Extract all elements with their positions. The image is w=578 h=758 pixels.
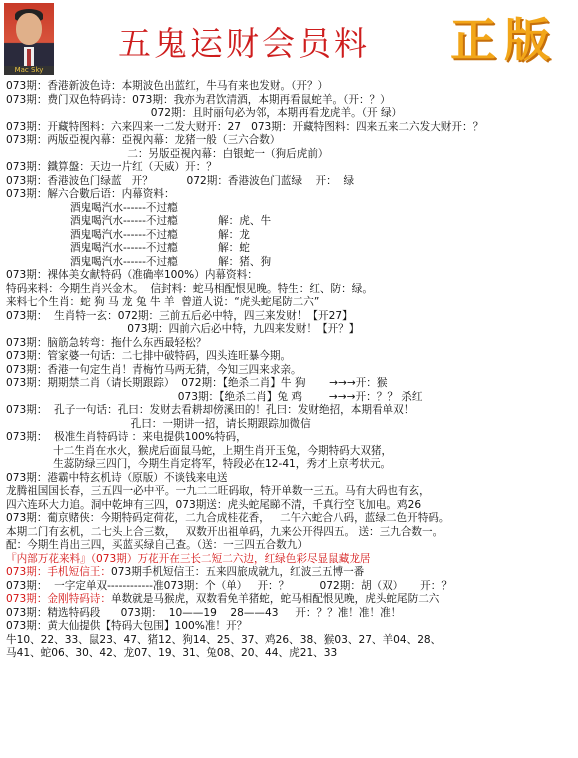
text-line: 073期：费门双色特码诗：073期：我亦为君饮清酒，本期再看鼠蛇羊。（开：？） [6,93,391,106]
text-line: 本期二门有玄机，二七头上合三数， 双数开出祖单码，九来公开得四五。 送：三九合数一。 [6,525,444,538]
text-line: 073期：裸体美女献特码（准确率100%）内幕资料： [6,269,258,281]
text-line: 073期：解六合數后语：内幕资料： [6,188,175,200]
text-line: 073期： 生肖特一玄：072期：三前五后必中特，四三来发财！【开27】 [6,309,353,322]
text-line: 来料七个生肖：蛇 狗 马 龙 兔 牛 羊 曾道人说：“虎头蛇尾防二六” [6,296,320,308]
line-text: 073期手机短信王：五来四旅成就九，红波三五博一番 [110,566,365,578]
text-line: 073期： 极准生肖特码诗 ：来电提供100%特码， [6,431,247,443]
text-line: 牛10、22、33、鼠23、47、猪12、狗14、25、37、鸡26、38、猴03、27、羊04、28、 [6,633,442,646]
text-line: 四六连环大力追。洞中乾坤有三四，073期送：虎头蛇尾睇不清，千真行空飞加电。鸡26 [6,498,422,511]
text-line: 酒鬼喝汽水------不过瘾 [6,201,178,214]
text-line: 酒鬼喝汽水------不过瘾 解：虎、牛 [6,215,272,227]
content-body [6,80,576,661]
text-line: 特码来料：今期生肖兴金木。 信封料：蛇马相配恨见晚。特生：红、防：绿。 [6,282,373,295]
text-line: 073期：黄大仙提供【特码大包围】100%准！开？ [6,620,248,632]
text-line: 龙腾祖国国长春，三五四一必中平。一九二二旺码取，特开单数一三五。马有大码也有玄， [6,485,430,497]
text-line: 073期：期期禁二肖（请长期跟踪） 072期：【绝杀二肖】牛 狗 →→→开：猴 [6,377,388,389]
text-line: 酒鬼喝汽水------不过瘾 解：龙 [6,228,250,241]
text-line: 073期：香港新波色诗：本期波色出蓝红，牛马有来也发财。（开？） [6,80,329,92]
text-line [6,593,576,607]
text-line: 十二生肖在水火，猴虎后面鼠马蛇，上期生肖开玉兔，今期特码大双猪， [6,444,393,457]
text-line: 生蕊防绿三四门，今期生肖定将军，特段必在12-41，秀才上京考状元。 [6,458,392,470]
text-line: 马41、蛇06、30、42、龙07、19、31、兔08、20、44、虎21、33 [6,647,338,659]
text-line [6,566,576,580]
line-label: 073期：手机短信王： [6,566,111,578]
text-line: 073期：葡京赌侠：今期特码定荷花，二九合成桂花香， 二午六蛇合八码，蓝绿二色开特码。 [6,512,450,524]
text-line: 073期：港霸中特玄机诗（原版）不谈钱来电送 [6,471,228,484]
line-text: 单数就是马猴虎，双数看免羊猪蛇，蛇马相配恨见晚，虎头蛇尾防二六 [110,593,440,605]
text-line: 073期：香港波色门绿蓝 开？ 072期：香港波色门蓝绿 开： 绿 [6,174,355,187]
text-line: 073期： 孔子一句话：孔曰：发财去看耕却傍溪田的！孔曰：发财绝招，本期看单双！ [6,404,415,416]
text-line: 『内部万花来料』（073期）万花开在三长二短二六边，红绿色彩尽显鼠藏龙居 [6,552,371,565]
portrait-face [16,13,42,45]
text-line: 073期：精选特码段 073期： 10——19 28——43 开：？？准！准！准！ [6,606,402,619]
header [0,0,578,82]
page-title: 五鬼运财会员料 [118,24,370,63]
text-line: 073期：四前六后必中特，九四来发财！【开？】 [6,323,360,335]
text-line: 073期：鐵算盤：天边一片红（天威）开：？ [6,161,217,173]
text-line: 073期：脑筋急转弯：拖什么东西最轻松？ [6,336,207,349]
text-line: 073期：管家婆一句话：二七排中破特码，四头连旺暴今期。 [6,350,292,362]
text-line: 073期：香港一句定生肖！青梅竹马两无猜，今知三四来求亲。 [6,363,302,376]
text-line: 二：另版亞視內幕：白银蛇一（狗后虎前） [6,147,329,160]
portrait-photo [4,3,54,75]
text-line: 073期：【绝杀二肖】兔 鸡 →→→开：？？ 杀红 [6,390,423,403]
text-line: 073期： 一字定单双------------准073期：个（单） 开：？ 072期：胡（双） 开：？ [6,579,452,592]
line-label: 073期：金刚特码诗： [6,593,111,605]
text-line: 配：今期生肖出三四，买蓝买绿自己查。（送：一三四五合数九） [6,539,308,551]
text-line: 酒鬼喝汽水------不过瘾 解：猪、狗 [6,255,272,268]
text-line: 酒鬼喝汽水------不过瘾 解：蛇 [6,242,250,254]
text-line: 073期：开藏特图料：六来四来一二发大财开：27 073期：开藏特图料：四来五来二六发大财开：？ [6,120,484,133]
text-line: 073期：两版亞視內幕：亞視內幕：龙猪一般（三六合数） [6,134,281,146]
text-line: 孔曰：一期讲一招，请长期跟踪加微信 [6,417,311,430]
text-line: 072期：且时丽句必为邻，本期再看龙虎羊。（开 绿） [6,107,403,119]
genuine-seal: 正版 [450,13,558,67]
portrait-caption: Mac Sky [4,66,54,75]
